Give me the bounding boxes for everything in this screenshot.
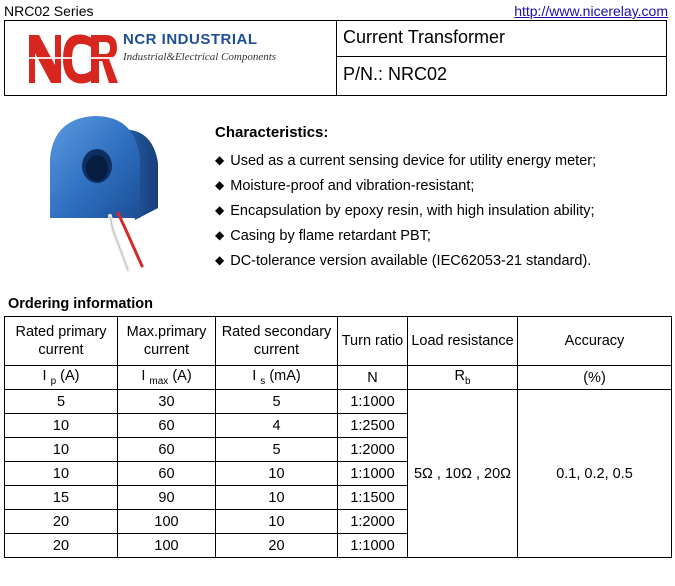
diamond-bullet-icon: ◆ xyxy=(215,153,225,167)
characteristics-list xyxy=(215,152,596,277)
header-row-divider xyxy=(337,56,667,57)
logo-brand-text: NCR INDUSTRIAL xyxy=(123,31,258,48)
table-row: 10 60 4 1:2500 xyxy=(5,414,672,438)
table-row: 15 90 10 1:1500 xyxy=(5,486,672,510)
unit-is: I $_s$ (mA) xyxy=(216,366,338,390)
ncr-logo-icon xyxy=(27,29,119,87)
current-transformer-image xyxy=(40,108,170,273)
header-accuracy: Accuracy xyxy=(518,317,672,366)
logo-tagline: Industrial&Electrical Components xyxy=(123,51,277,63)
diamond-bullet-icon: ◆ xyxy=(215,228,225,242)
accuracy-cell: 0.1, 0.2, 0.5 xyxy=(518,390,672,558)
website-link[interactable]: http://www.nicerelay.com xyxy=(514,3,668,19)
table-units-row xyxy=(5,366,672,390)
ordering-table xyxy=(4,316,672,558)
ordering-title: Ordering information xyxy=(8,296,153,312)
series-label: NRC02 Series xyxy=(4,3,94,19)
unit-turn: N xyxy=(338,366,408,390)
table-row: 10 60 5 1:2000 xyxy=(5,438,672,462)
list-item: ◆ Moisture-proof and vibration-resistant; xyxy=(215,178,475,194)
header-load-resistance: Load resistance xyxy=(408,317,518,366)
unit-rb: $R_b$ xyxy=(408,366,518,390)
diamond-bullet-icon: ◆ xyxy=(215,178,225,192)
list-item: ◆ Encapsulation by epoxy resin, with high insulation ability; xyxy=(215,203,595,219)
table-row: 20 100 20 1:1000 xyxy=(5,534,672,558)
table-header-row xyxy=(5,317,672,366)
load-resistance-cell: 5Ω , 10Ω , 20Ω xyxy=(408,390,518,558)
header-rated-primary: Rated primary current xyxy=(5,317,118,366)
table-row: 10 60 10 1:1000 xyxy=(5,462,672,486)
characteristics-title: Characteristics: xyxy=(215,124,329,141)
list-item: ◆ Casing by flame retardant PBT; xyxy=(215,228,431,244)
header-divider xyxy=(336,21,337,95)
table-row: 20 100 10 1:2000 xyxy=(5,510,672,534)
diamond-bullet-icon: ◆ xyxy=(215,203,225,217)
header-max-primary: Max.primary current xyxy=(118,317,216,366)
diamond-bullet-icon: ◆ xyxy=(215,253,225,267)
table-row: 5 30 5 1:1000 5Ω , 10Ω , 20Ω 0.1, 0.2, 0.5 xyxy=(5,390,672,414)
list-item: ◆ DC-tolerance version available (IEC62053-21 standard). xyxy=(215,253,592,269)
unit-accuracy: (%) xyxy=(518,366,672,390)
company-logo xyxy=(5,21,336,95)
header-box xyxy=(4,20,667,96)
part-number: P/N.: NRC02 xyxy=(343,64,448,84)
unit-imax: I $_{max}$ (A) xyxy=(118,366,216,390)
unit-ip: I $_p$ (A) xyxy=(5,366,118,390)
list-item: ◆ Used as a current sensing device for utility energy meter; xyxy=(215,153,597,169)
header-rated-secondary: Rated secondary current xyxy=(216,317,338,366)
product-title: Current Transformer xyxy=(343,27,506,47)
header-turn-ratio: Turn ratio xyxy=(338,317,408,366)
